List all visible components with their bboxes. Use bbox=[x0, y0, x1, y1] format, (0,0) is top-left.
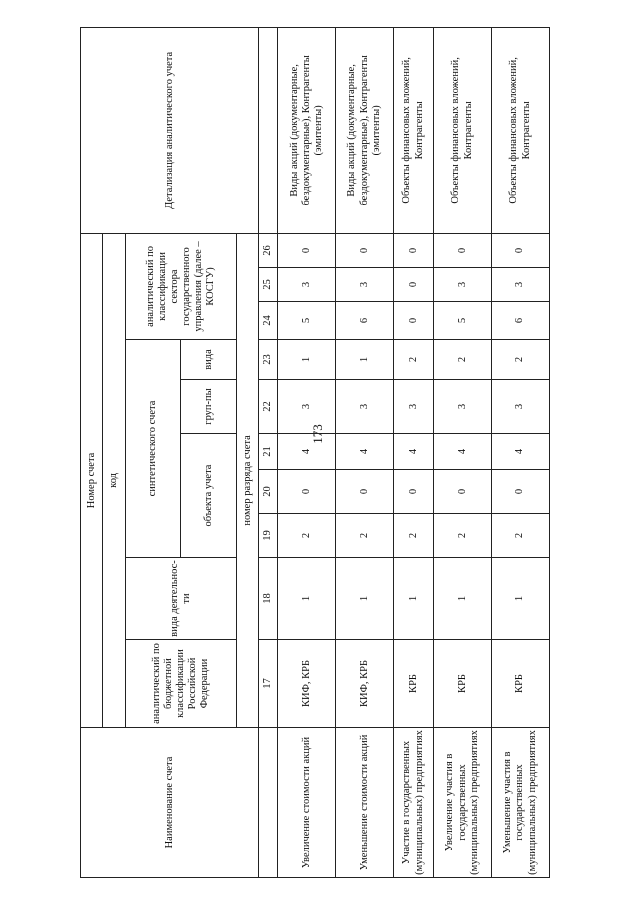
column-number: 26 bbox=[259, 233, 278, 267]
page-number: 173 bbox=[310, 424, 325, 444]
activity-cell: 1 bbox=[336, 558, 394, 640]
column-number: 18 bbox=[259, 558, 278, 640]
header-digit-number: номер разряда счета bbox=[236, 233, 258, 727]
header-object: объекта учета bbox=[181, 434, 237, 558]
table-row bbox=[278, 27, 336, 877]
table-row bbox=[394, 27, 434, 877]
activity-cell: 1 bbox=[394, 558, 434, 640]
column-number: 22 bbox=[259, 380, 278, 434]
digit-cell: 2 bbox=[434, 514, 492, 558]
detail-cell: Объекты финансовых вложений, Контрагенты bbox=[492, 27, 550, 233]
account-name-cell: Увеличение стоимости акций bbox=[278, 728, 336, 878]
digit-cell: 0 bbox=[336, 470, 394, 514]
activity-cell: 1 bbox=[492, 558, 550, 640]
digit-cell: 1 bbox=[336, 340, 394, 380]
digit-cell: 5 bbox=[434, 302, 492, 340]
digit-cell: 3 bbox=[336, 380, 394, 434]
header-detail: Детализация аналитического учета bbox=[81, 27, 259, 233]
digit-cell: 3 bbox=[278, 380, 336, 434]
column-number: 21 bbox=[259, 434, 278, 470]
digit-cell: 3 bbox=[492, 268, 550, 302]
digit-cell: 5 bbox=[278, 302, 336, 340]
budget-cell: КИФ, КРБ bbox=[278, 640, 336, 728]
column-number-blank bbox=[259, 728, 278, 878]
table-row bbox=[492, 27, 550, 877]
table-row bbox=[336, 27, 394, 877]
table-row bbox=[434, 27, 492, 877]
digit-cell: 0 bbox=[394, 268, 434, 302]
header-kind: вида bbox=[181, 340, 237, 380]
digit-cell: 0 bbox=[394, 302, 434, 340]
digit-cell: 3 bbox=[434, 268, 492, 302]
digit-cell: 0 bbox=[336, 233, 394, 267]
detail-cell: Объекты финансовых вложений, Контрагенты bbox=[394, 27, 434, 233]
digit-cell: 4 bbox=[336, 434, 394, 470]
header-analytic-kosgu: аналитический по классификации сектора государственного управления (далее – КОСГУ) bbox=[125, 233, 236, 339]
column-number: 24 bbox=[259, 302, 278, 340]
digit-cell: 3 bbox=[278, 268, 336, 302]
digit-cell: 0 bbox=[492, 233, 550, 267]
header-synthetic: синтетического счета bbox=[125, 340, 181, 558]
digit-cell: 4 bbox=[492, 434, 550, 470]
digit-cell: 6 bbox=[336, 302, 394, 340]
rotated-table-container bbox=[80, 28, 550, 878]
digit-cell: 2 bbox=[336, 514, 394, 558]
digit-cell: 3 bbox=[492, 380, 550, 434]
account-name-cell: Увеличение участия в государственных (муниципальных) предприятиях bbox=[434, 728, 492, 878]
activity-cell: 1 bbox=[278, 558, 336, 640]
header-analytic-budget: аналитический по бюджетной классификации Российской Федерации bbox=[125, 640, 236, 728]
detail-cell: Объекты финансовых вложений, Контрагенты bbox=[434, 27, 492, 233]
digit-cell: 3 bbox=[434, 380, 492, 434]
column-number: 17 bbox=[259, 640, 278, 728]
header-account-name: Наименование счета bbox=[81, 728, 259, 878]
budget-cell: КИФ, КРБ bbox=[336, 640, 394, 728]
header-activity-type: вида деятельнос-ти bbox=[125, 558, 236, 640]
column-number: 23 bbox=[259, 340, 278, 380]
digit-cell: 6 bbox=[492, 302, 550, 340]
digit-cell: 0 bbox=[278, 470, 336, 514]
digit-cell: 0 bbox=[434, 233, 492, 267]
column-number-blank bbox=[259, 27, 278, 233]
digit-cell: 0 bbox=[278, 233, 336, 267]
accounts-table bbox=[80, 27, 550, 878]
digit-cell: 0 bbox=[492, 470, 550, 514]
account-name-cell: Участие в государственных (муниципальных) предприятиях bbox=[394, 728, 434, 878]
header-account-number: Номер счета bbox=[81, 233, 103, 727]
digit-cell: 2 bbox=[492, 340, 550, 380]
detail-cell: Виды акций (документарные, бездокументарные), Контрагенты (эмитенты) bbox=[336, 27, 394, 233]
digit-cell: 0 bbox=[394, 470, 434, 514]
digit-cell: 2 bbox=[492, 514, 550, 558]
column-number: 19 bbox=[259, 514, 278, 558]
header-group: груп-пы bbox=[181, 380, 237, 434]
detail-cell: Виды акций (документарные, бездокументарные), Контрагенты (эмитенты) bbox=[278, 27, 336, 233]
digit-cell: 2 bbox=[394, 514, 434, 558]
digit-cell: 3 bbox=[394, 380, 434, 434]
account-name-cell: Уменьшение стоимости акций bbox=[336, 728, 394, 878]
digit-cell: 3 bbox=[336, 268, 394, 302]
digit-cell: 4 bbox=[394, 434, 434, 470]
digit-cell: 2 bbox=[434, 340, 492, 380]
digit-cell: 4 bbox=[278, 434, 336, 470]
digit-cell: 4 bbox=[434, 434, 492, 470]
digit-cell: 0 bbox=[434, 470, 492, 514]
digit-cell: 2 bbox=[394, 340, 434, 380]
column-number: 25 bbox=[259, 268, 278, 302]
budget-cell: КРБ bbox=[434, 640, 492, 728]
header-code: код bbox=[103, 233, 125, 727]
account-name-cell: Уменьшение участия в государственных (муниципальных) предприятиях bbox=[492, 728, 550, 878]
activity-cell: 1 bbox=[434, 558, 492, 640]
column-number: 20 bbox=[259, 470, 278, 514]
digit-cell: 0 bbox=[394, 233, 434, 267]
digit-cell: 2 bbox=[278, 514, 336, 558]
budget-cell: КРБ bbox=[394, 640, 434, 728]
budget-cell: КРБ bbox=[492, 640, 550, 728]
digit-cell: 1 bbox=[278, 340, 336, 380]
